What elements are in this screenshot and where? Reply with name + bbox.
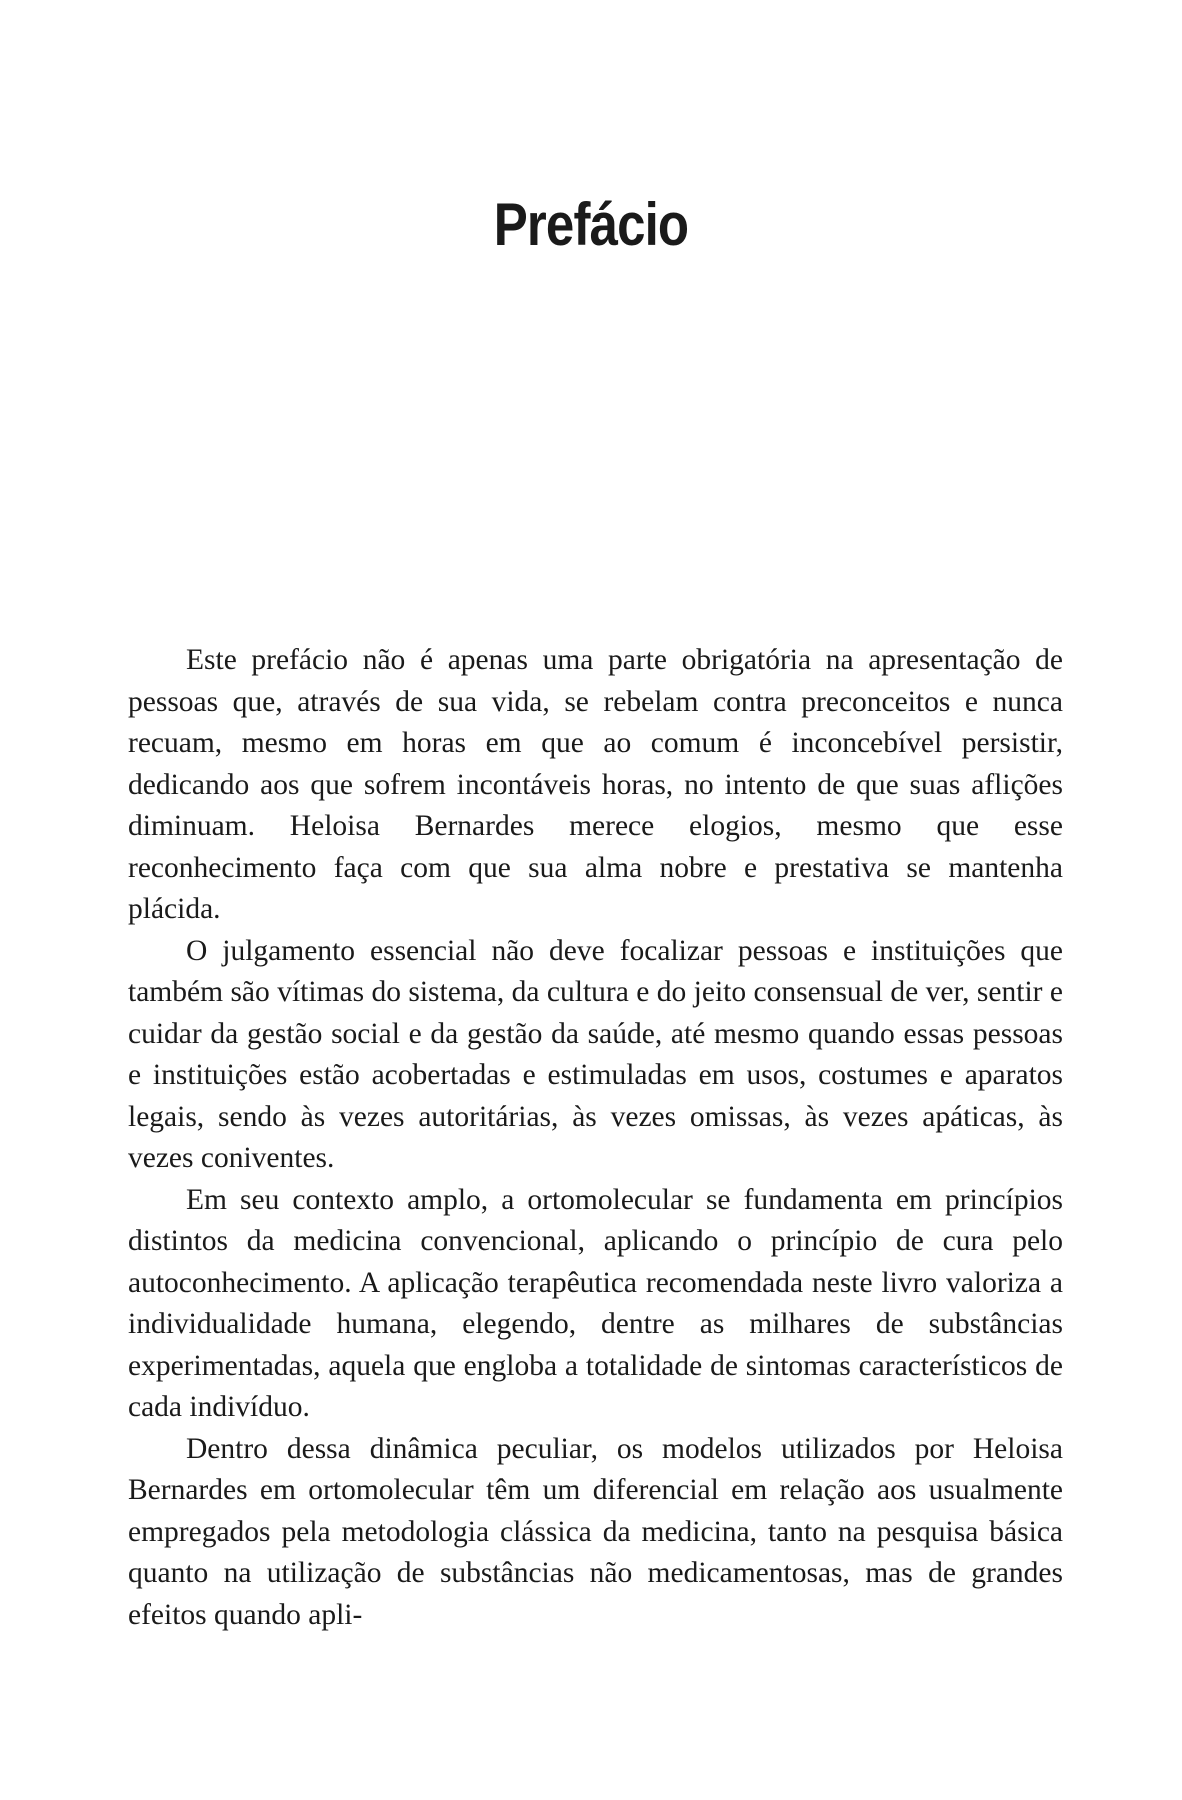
paragraph: Em seu contexto amplo, a ortomolecular se fundamenta em princípios distintos da medicina convencional, aplicando o princípio de cura pelo autoconhecimento. A aplicação terapêutica recomendada neste livro valoriza a individualidade humana, elegendo, dentre as milhares de substâncias experimentadas, aquela que engloba a totalidade de sintomas característicos de cada indivíduo.	[128, 1183, 1063, 1423]
paragraph: O julgamento essencial não deve focalizar pessoas e instituições que também são vítimas do sistema, da cultura e do jeito consensual de ver, sentir e cuidar da gestão social e da gestão da saúde, até mesmo quando essas pessoas e instituições estão acobertadas e estimuladas em usos, costumes e aparatos legais, sendo às vezes autoritárias, às vezes omissas, às vezes apáticas, às vezes coniventes.	[128, 934, 1063, 1174]
body-text	[128, 640, 1063, 1636]
paragraph: Este prefácio não é apenas uma parte obrigatória na apresentação de pessoas que, através de sua vida, se rebelam contra preconceitos e nunca recuam, mesmo em horas em que ao comum é inconcebível persistir, dedicando aos que sofrem incontáveis horas, no intento de que suas aflições diminuam. Heloisa Bernardes merece elogios, mesmo que esse reconhecimento faça com que sua alma nobre e prestativa se mantenha plácida.	[128, 644, 1063, 925]
paragraph: Dentro dessa dinâmica peculiar, os modelos utilizados por Heloisa Bernardes em ortomolecular têm um diferencial em relação aos usualmente empregados pela metodologia clássica da medicina, tanto na pesquisa básica quanto na utilização de substâncias não medicamentosas, mas de grandes efeitos quando apli-	[128, 1432, 1063, 1631]
page-title: Prefácio	[493, 191, 689, 258]
